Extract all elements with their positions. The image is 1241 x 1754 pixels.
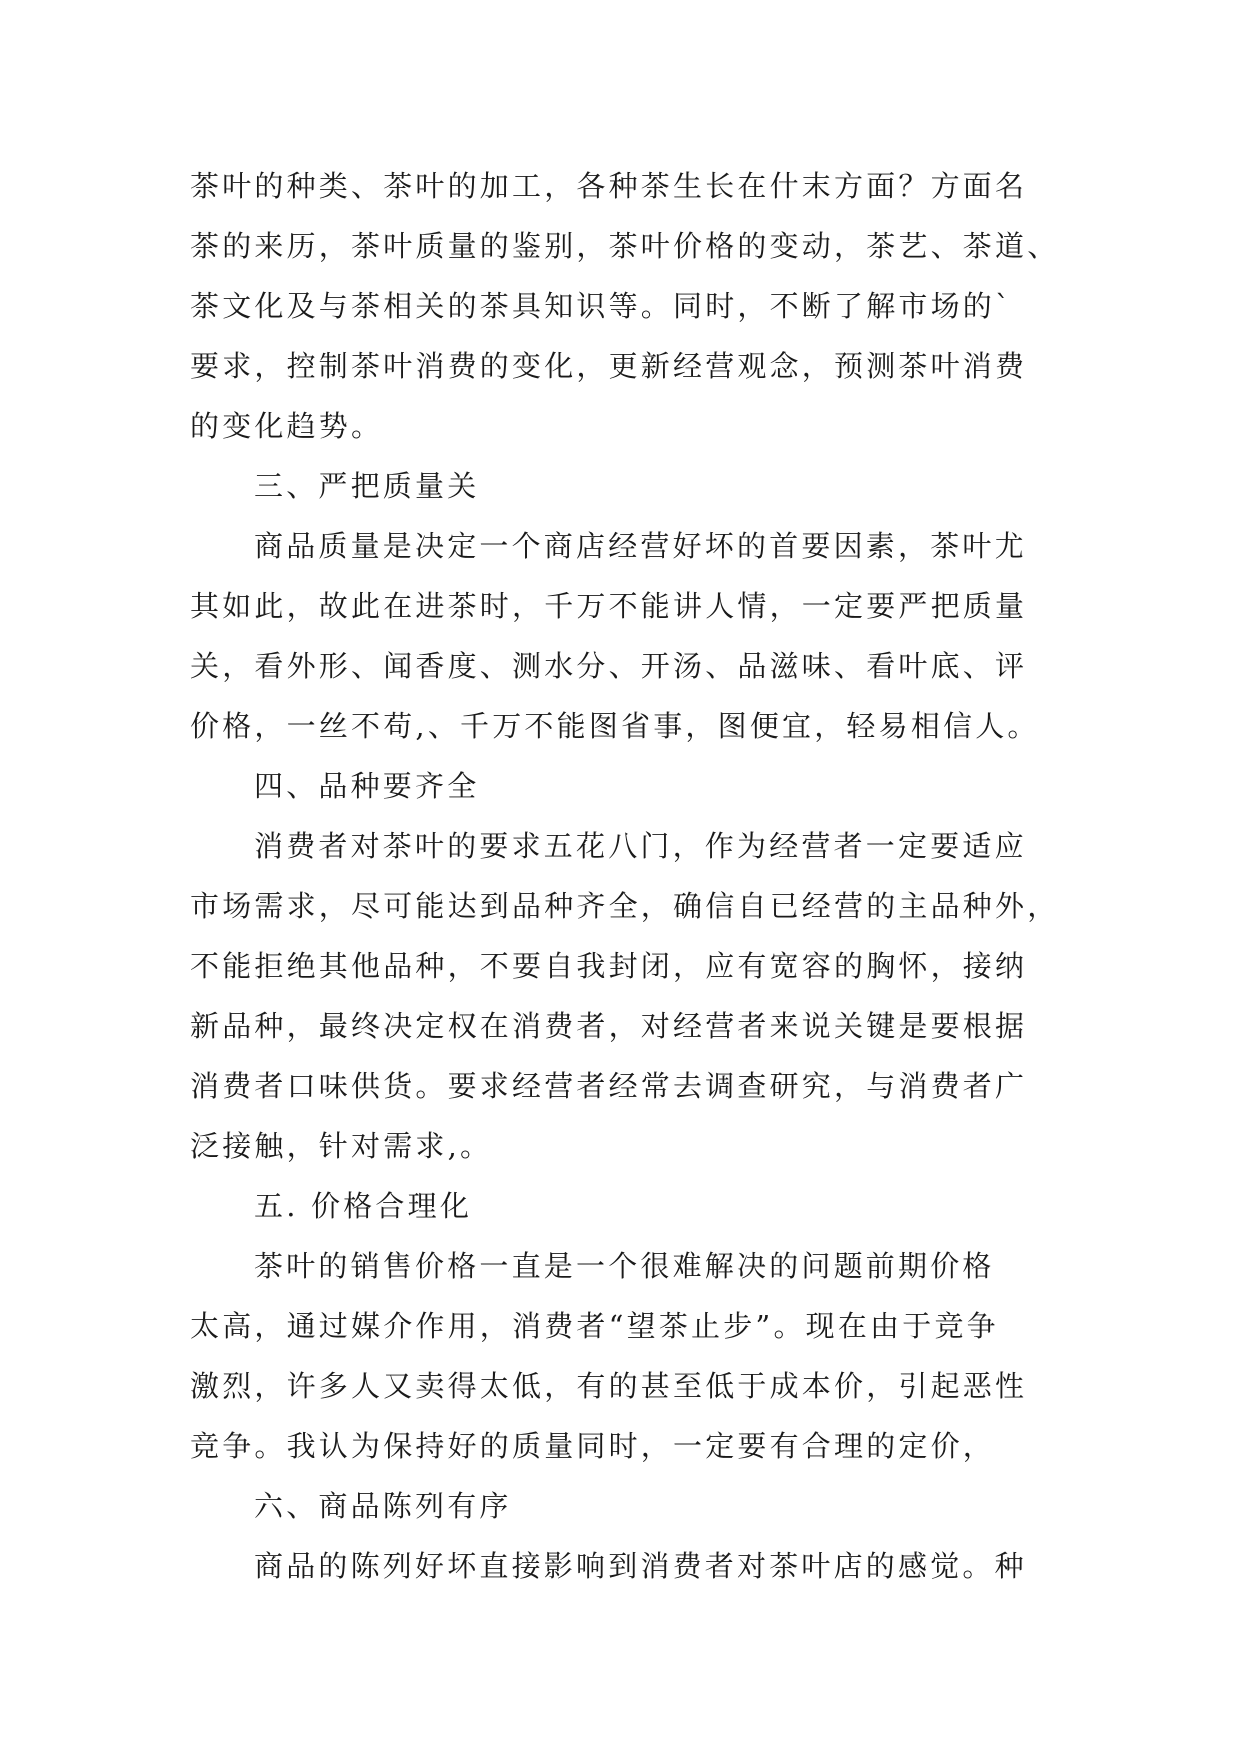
body-line: 价格，一丝不苟,、千万不能图省事，图便宜，轻易相信人。 — [190, 709, 1040, 743]
body-line: 茶叶的种类、茶叶的加工，各种茶生长在什末方面？方面名 — [190, 169, 1028, 203]
section-heading: 五. 价格合理化 — [254, 1189, 473, 1223]
section-heading: 四、品种要齐全 — [254, 769, 480, 803]
document-body — [190, 156, 1070, 1596]
body-line: 的变化趋势。 — [190, 409, 384, 443]
body-line: 不能拒绝其他品种，不要自我封闭，应有宽容的胸怀，接纳 — [190, 949, 1028, 983]
body-line: 商品的陈列好坏直接影响到消费者对茶叶店的感觉。种 — [254, 1549, 1027, 1583]
body-line: 泛接触，针对需求,。 — [190, 1129, 493, 1163]
body-line: 关，看外形、闻香度、测水分、开汤、品滋味、看叶底、评 — [190, 649, 1028, 683]
body-line: 太高，通过媒介作用，消费者“望茶止步”。现在由于竞争 — [190, 1309, 999, 1343]
body-line: 消费者口味供货。要求经营者经常去调查研究，与消费者广 — [190, 1069, 1028, 1103]
body-line: 市场需求，尽可能达到品种齐全，确信自已经营的主品种外， — [190, 889, 1060, 923]
body-line: 商品质量是决定一个商店经营好坏的首要因素，茶叶尤 — [254, 529, 1027, 563]
body-line: 其如此，故此在进茶时，千万不能讲人情，一定要严把质量 — [190, 589, 1028, 623]
body-line: 激烈，许多人又卖得太低，有的甚至低于成本价，引起恶性 — [190, 1369, 1028, 1403]
body-line: 茶文化及与茶相关的茶具知识等。同时，不断了解市场的` — [190, 289, 1013, 323]
body-line: 要求，控制茶叶消费的变化，更新经营观念，预测茶叶消费 — [190, 349, 1028, 383]
section-heading: 六、商品陈列有序 — [254, 1489, 512, 1523]
body-line: 新品种，最终决定权在消费者，对经营者来说关键是要根据 — [190, 1009, 1028, 1043]
body-line: 消费者对茶叶的要求五花八门，作为经营者一定要适应 — [254, 829, 1027, 863]
body-line: 茶的来历，茶叶质量的鉴别，茶叶价格的变动，茶艺、茶道、 — [190, 229, 1060, 263]
body-line: 茶叶的销售价格一直是一个很难解决的问题前期价格 — [254, 1249, 995, 1283]
body-line: 竞争。我认为保持好的质量同时，一定要有合理的定价， — [190, 1429, 996, 1463]
section-heading: 三、严把质量关 — [254, 469, 480, 503]
